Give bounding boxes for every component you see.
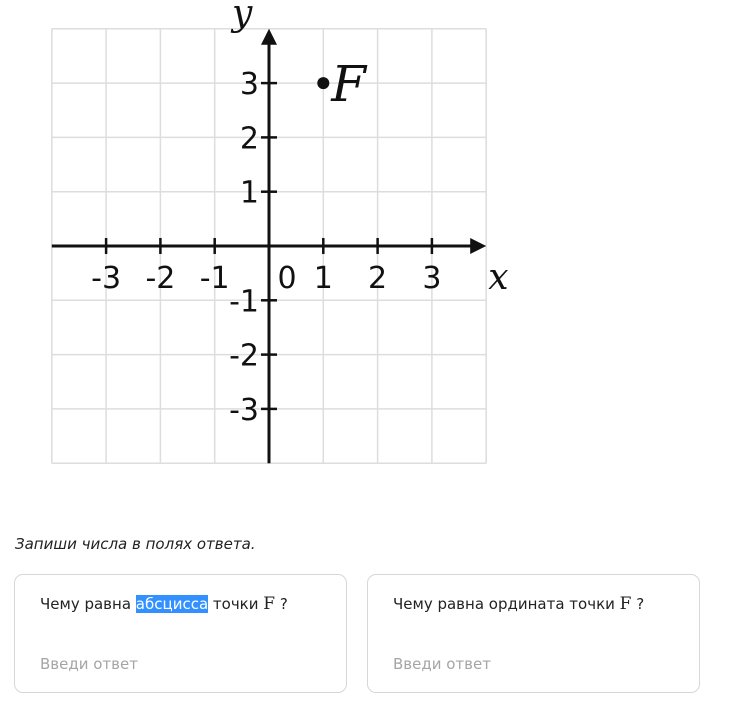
instruction-text: Запиши числа в полях ответа. (15, 535, 256, 553)
point-marker (317, 77, 329, 89)
answer-card-ordinate (367, 574, 700, 693)
y-axis-label: y (232, 0, 253, 34)
question-end: ? (631, 595, 645, 613)
x-tick-label: -2 (145, 261, 176, 296)
point-name: F (619, 594, 632, 614)
question-suffix: точки (208, 595, 264, 613)
question-ordinate (393, 594, 644, 614)
y-tick-label: 2 (239, 121, 259, 157)
y-tick-label: -2 (229, 338, 259, 374)
origin-label: 0 (277, 261, 297, 296)
y-tick-label: -1 (229, 284, 259, 320)
x-axis-label: x (488, 257, 509, 298)
answer-input-abscissa[interactable] (40, 653, 320, 675)
points (317, 55, 368, 113)
y-axis-arrow (261, 29, 277, 45)
y-tick-label: 1 (239, 175, 259, 211)
x-tick-label: -3 (91, 261, 122, 296)
x-axis-arrow (470, 238, 486, 254)
answer-input-ordinate[interactable] (393, 653, 673, 675)
y-tick-label: 3 (239, 67, 259, 103)
answer-card-abscissa (14, 574, 347, 693)
question-end: ? (275, 595, 288, 613)
axes (52, 0, 509, 463)
selected-text-highlight: абсцисса (135, 595, 209, 613)
y-tick-label: -3 (229, 392, 259, 428)
point-name: F (263, 594, 276, 614)
question-abscissa (40, 594, 288, 614)
x-tick-label: -1 (199, 261, 230, 296)
question-prefix: Чему равна (40, 595, 136, 613)
x-tick-label: 2 (368, 261, 388, 296)
question-prefix: Чему равна ордината точки (393, 595, 620, 613)
x-tick-label: 1 (313, 261, 333, 296)
point-label: F (331, 55, 367, 114)
x-tick-label: 3 (422, 261, 442, 296)
